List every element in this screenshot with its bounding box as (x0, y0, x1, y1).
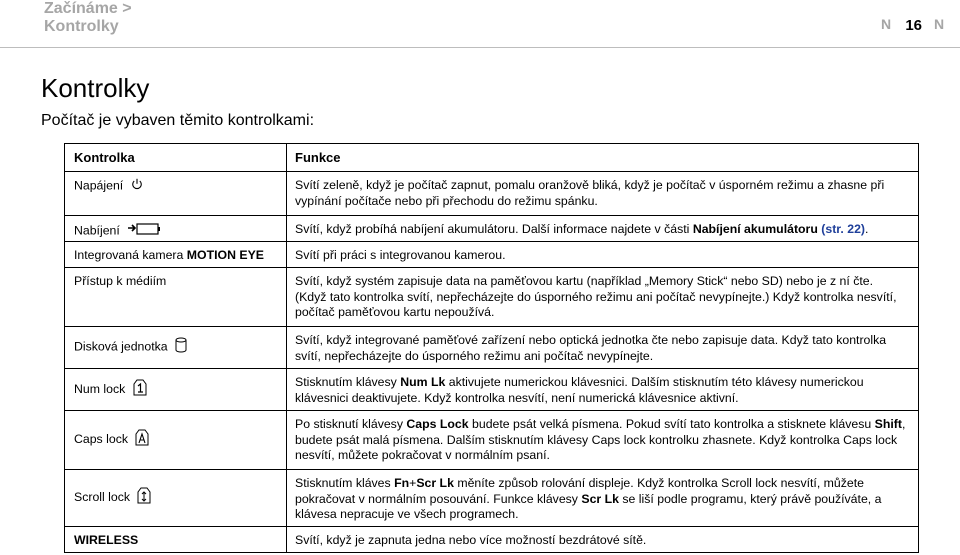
indicator-label: Num lock (74, 381, 126, 396)
indicator-label: Nabíjení (74, 223, 120, 238)
power-icon (131, 178, 143, 195)
breadcrumb-current: Kontrolky (44, 18, 119, 35)
function-cell: Svítí při práci s integrovanou kamerou. (287, 242, 919, 268)
table-row (65, 369, 919, 411)
column-header-indicator: Kontrolka (65, 144, 287, 172)
indicator-label: Caps lock (74, 432, 128, 447)
indicator-cell (65, 369, 287, 411)
function-cell: Stisknutím klávesy Num Lk aktivujete numerickou klávesnici. Dalším stisknutím této klávesy numerickou klávesnici deaktivujete. Když kontrolka nesvítí, není numerická klávesnice aktivní. (287, 369, 919, 411)
page-number: 16 (905, 17, 922, 34)
column-header-function: Funkce (287, 144, 919, 172)
function-cell: Svítí, když je zapnuta jedna nebo více možností bezdrátové sítě. (287, 527, 919, 553)
indicator-cell: Integrovaná kamera MOTION EYE (65, 242, 287, 268)
breadcrumb (44, 0, 132, 36)
function-cell: Svítí, když systém zapisuje data na paměťovou kartu (například „Memory Stick“ nebo SD) nebo je z ní čte. (Když tato kontrolka svítí, nepřecházejte do úsporného režimu ani počítač nevypínejte.) Když kontrolka nesvítí, počítač paměťovou kartu nepoužívá. (287, 268, 919, 327)
table-row (65, 527, 919, 553)
function-cell: Svítí zeleně, když je počítač zapnut, pomalu oranžově bliká, když je počítač v úsporném režimu a zhasne při vypínání počítače nebo při přechodu do režimu spánku. (287, 172, 919, 216)
page-title: Kontrolky (41, 73, 150, 103)
battery-charge-icon (127, 222, 161, 241)
caps-lock-icon (135, 429, 149, 451)
breadcrumb-parent[interactable]: Začínáme > (44, 0, 132, 17)
table-row (65, 470, 919, 527)
function-cell: Stisknutím kláves Fn+Scr Lk měníte způsob rolování displeje. Když kontrolka Scroll lock nesvítí, můžete pokračovat v normálním posouvání. Funkce klávesy Scr Lk se liší podle programu, který právě používáte, a klávesa nepracuje ve všech programech. (287, 470, 919, 527)
function-cell: Svítí, když integrované paměťové zařízení nebo optická jednotka čte nebo zapisuje data. Když tato kontrolka svítí, nepřecházejte do úsporného režimu ani počítač nevypínejte. (287, 327, 919, 369)
table-row (65, 216, 919, 242)
num-lock-icon (133, 379, 147, 401)
previous-page-icon[interactable] (879, 17, 895, 34)
indicator-cell (65, 172, 287, 216)
table-row (65, 268, 919, 327)
disk-drive-icon (175, 337, 187, 358)
table-header-row (65, 144, 919, 172)
function-cell: Po stisknutí klávesy Caps Lock budete psát velká písmena. Pokud svítí tato kontrolka a stisknete klávesu Shift, budete psát malá písmena. Dalším stisknutím klávesy Caps lock kontrolku zhasnete. Když kontrolka Caps lock nesvítí, můžete pokračovat v normálním psaní. (287, 411, 919, 470)
indicator-cell (65, 411, 287, 470)
indicator-cell (65, 327, 287, 369)
indicator-table (64, 143, 919, 553)
table-row (65, 242, 919, 268)
page-link[interactable]: (str. 22) (821, 222, 866, 236)
page-navigation (879, 17, 948, 34)
indicator-label: Scroll lock (74, 490, 131, 505)
table-row (65, 411, 919, 470)
svg-text:N: N (881, 17, 892, 31)
indicator-cell: Přístup k médiím (65, 268, 287, 327)
indicator-cell (65, 470, 287, 527)
indicator-cell (65, 216, 287, 242)
svg-text:N: N (934, 17, 945, 31)
page-subtitle: Počítač je vybaven těmito kontrolkami: (41, 112, 315, 129)
table-row (65, 327, 919, 369)
function-cell: Svítí, když probíhá nabíjení akumulátoru. Další informace najdete v části Nabíjení akumulátoru (str. 22). (287, 216, 919, 242)
table-row (65, 172, 919, 216)
header-divider (0, 47, 960, 48)
indicator-label: Napájení (74, 178, 124, 193)
scroll-lock-icon (137, 487, 151, 509)
indicator-label: Disková jednotka (74, 339, 168, 354)
indicator-cell: WIRELESS (65, 527, 287, 553)
next-page-icon[interactable] (932, 17, 948, 34)
